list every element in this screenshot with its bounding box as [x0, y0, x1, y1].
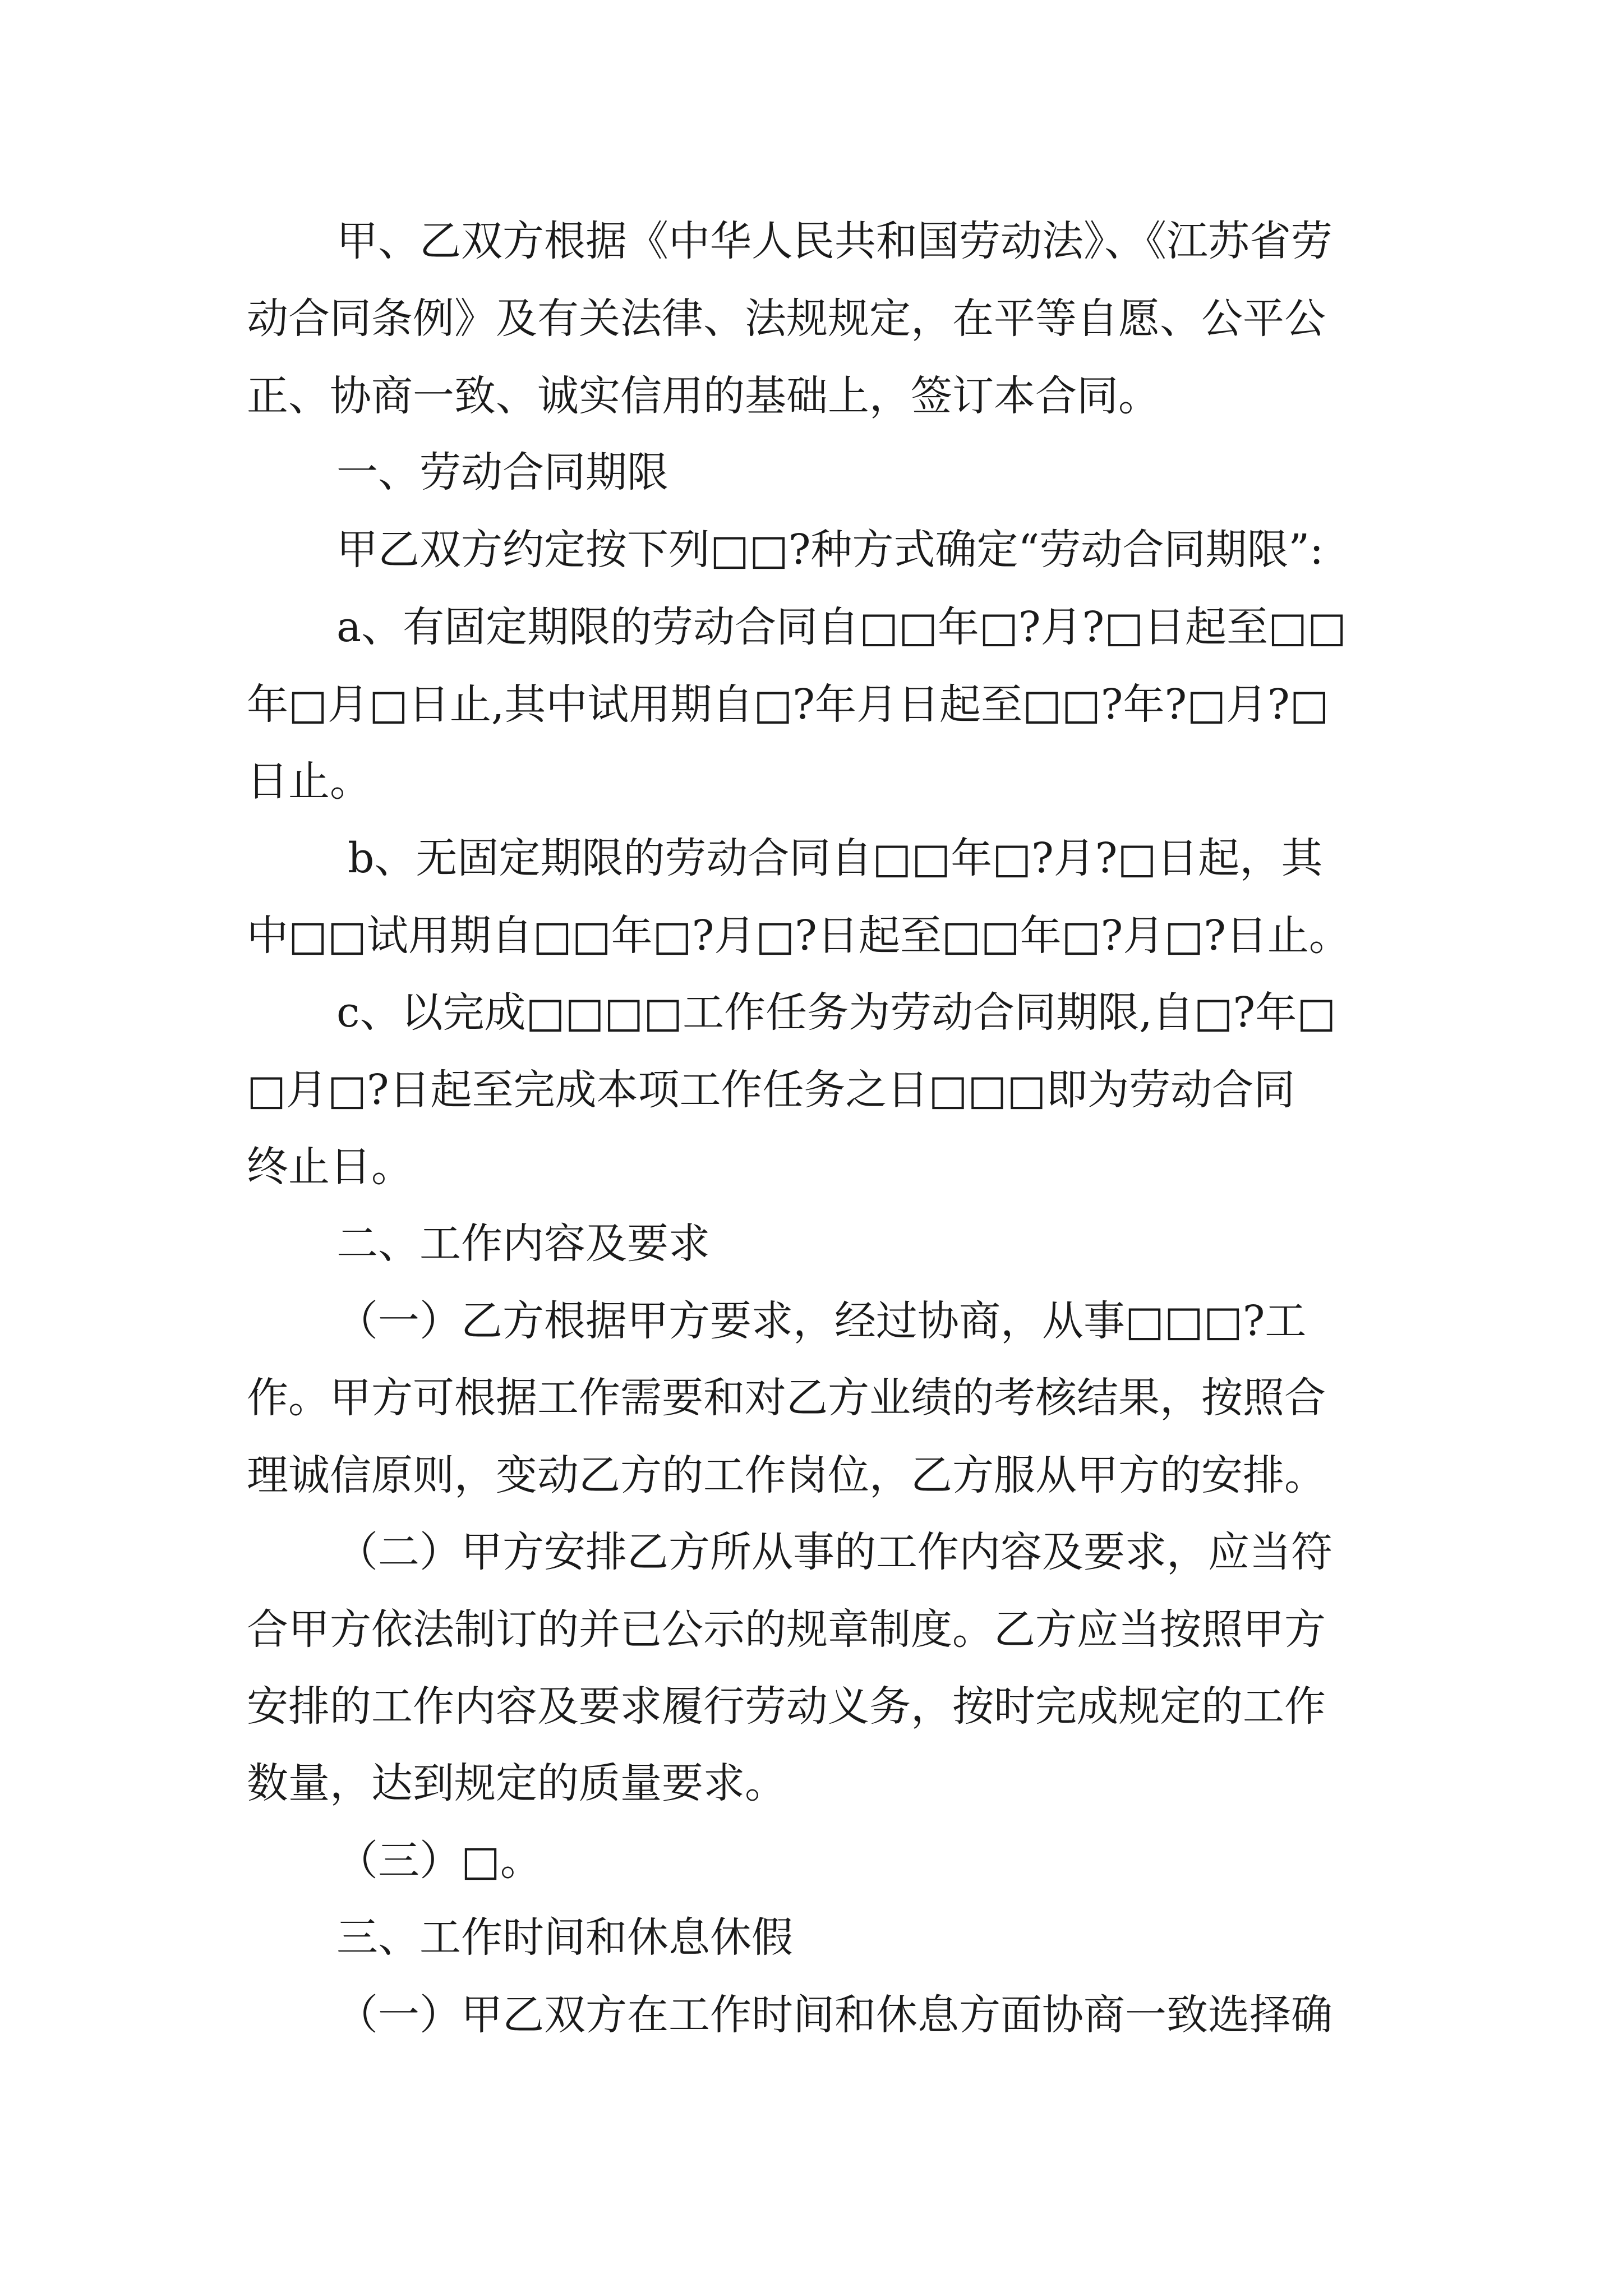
paragraph-line: （一）乙方根据甲方要求，经过协商，从事□□□?工 [336, 1297, 1307, 1345]
section-heading: 三、工作时间和休息休假 [336, 1913, 793, 1962]
paragraph-line: （二）甲方安排乙方所从事的工作内容及要求，应当符 [336, 1528, 1332, 1576]
paragraph-line: 日止。 [247, 757, 371, 806]
paragraph-line: 安排的工作内容及要求履行劳动义务，按时完成规定的工作 [247, 1682, 1326, 1731]
paragraph-line: □月□?日起至完成本项工作任务之日□□□即为劳动合同 [247, 1066, 1295, 1114]
paragraph-line: （一）甲乙双方在工作时间和休息方面协商一致选择确 [336, 1991, 1332, 2039]
paragraph-line: 中□□试用期自□□年□?月□?日起至□□年□?月□?日止。 [247, 912, 1350, 960]
paragraph-line: 合甲方依法制订的并已公示的规章制度。乙方应当按照甲方 [247, 1605, 1326, 1654]
paragraph-line: 动合同条例》及有关法律、法规规定，在平等自愿、公平公 [247, 295, 1326, 343]
paragraph-line: 正、协商一致、诚实信用的基础上，签订本合同。 [247, 372, 1160, 420]
paragraph-line: 甲、乙双方根据《中华人民共和国劳动法》、《江苏省劳 [336, 217, 1332, 265]
paragraph-line: 年□月□日止,其中试用期自□?年月日起至□□?年?□月?□ [247, 680, 1329, 729]
paragraph-line: 理诚信原则，变动乙方的工作岗位，乙方服从甲方的安排。 [247, 1451, 1326, 1499]
paragraph-line: c、以完成□□□□工作任务为劳动合同期限,自□?年□ [336, 988, 1336, 1037]
paragraph-line: a、有固定期限的劳动合同自□□年□?月?□日起至□□ [336, 603, 1347, 651]
paragraph-line: （三）□。 [336, 1837, 542, 1885]
paragraph-line: 终止日。 [247, 1143, 413, 1191]
section-heading: 一、劳动合同期限 [336, 448, 668, 496]
paragraph-line: 甲乙双方约定按下列□□?种方式确定“劳动合同期限”: [336, 526, 1324, 574]
paragraph-line: b、无固定期限的劳动合同自□□年□?月?□日起，其 [348, 834, 1323, 882]
paragraph-line: 数量，达到规定的质量要求。 [247, 1759, 786, 1807]
paragraph-line: 作。甲方可根据工作需要和对乙方业绩的考核结果，按照合 [247, 1374, 1326, 1422]
section-heading: 二、工作内容及要求 [336, 1220, 710, 1268]
